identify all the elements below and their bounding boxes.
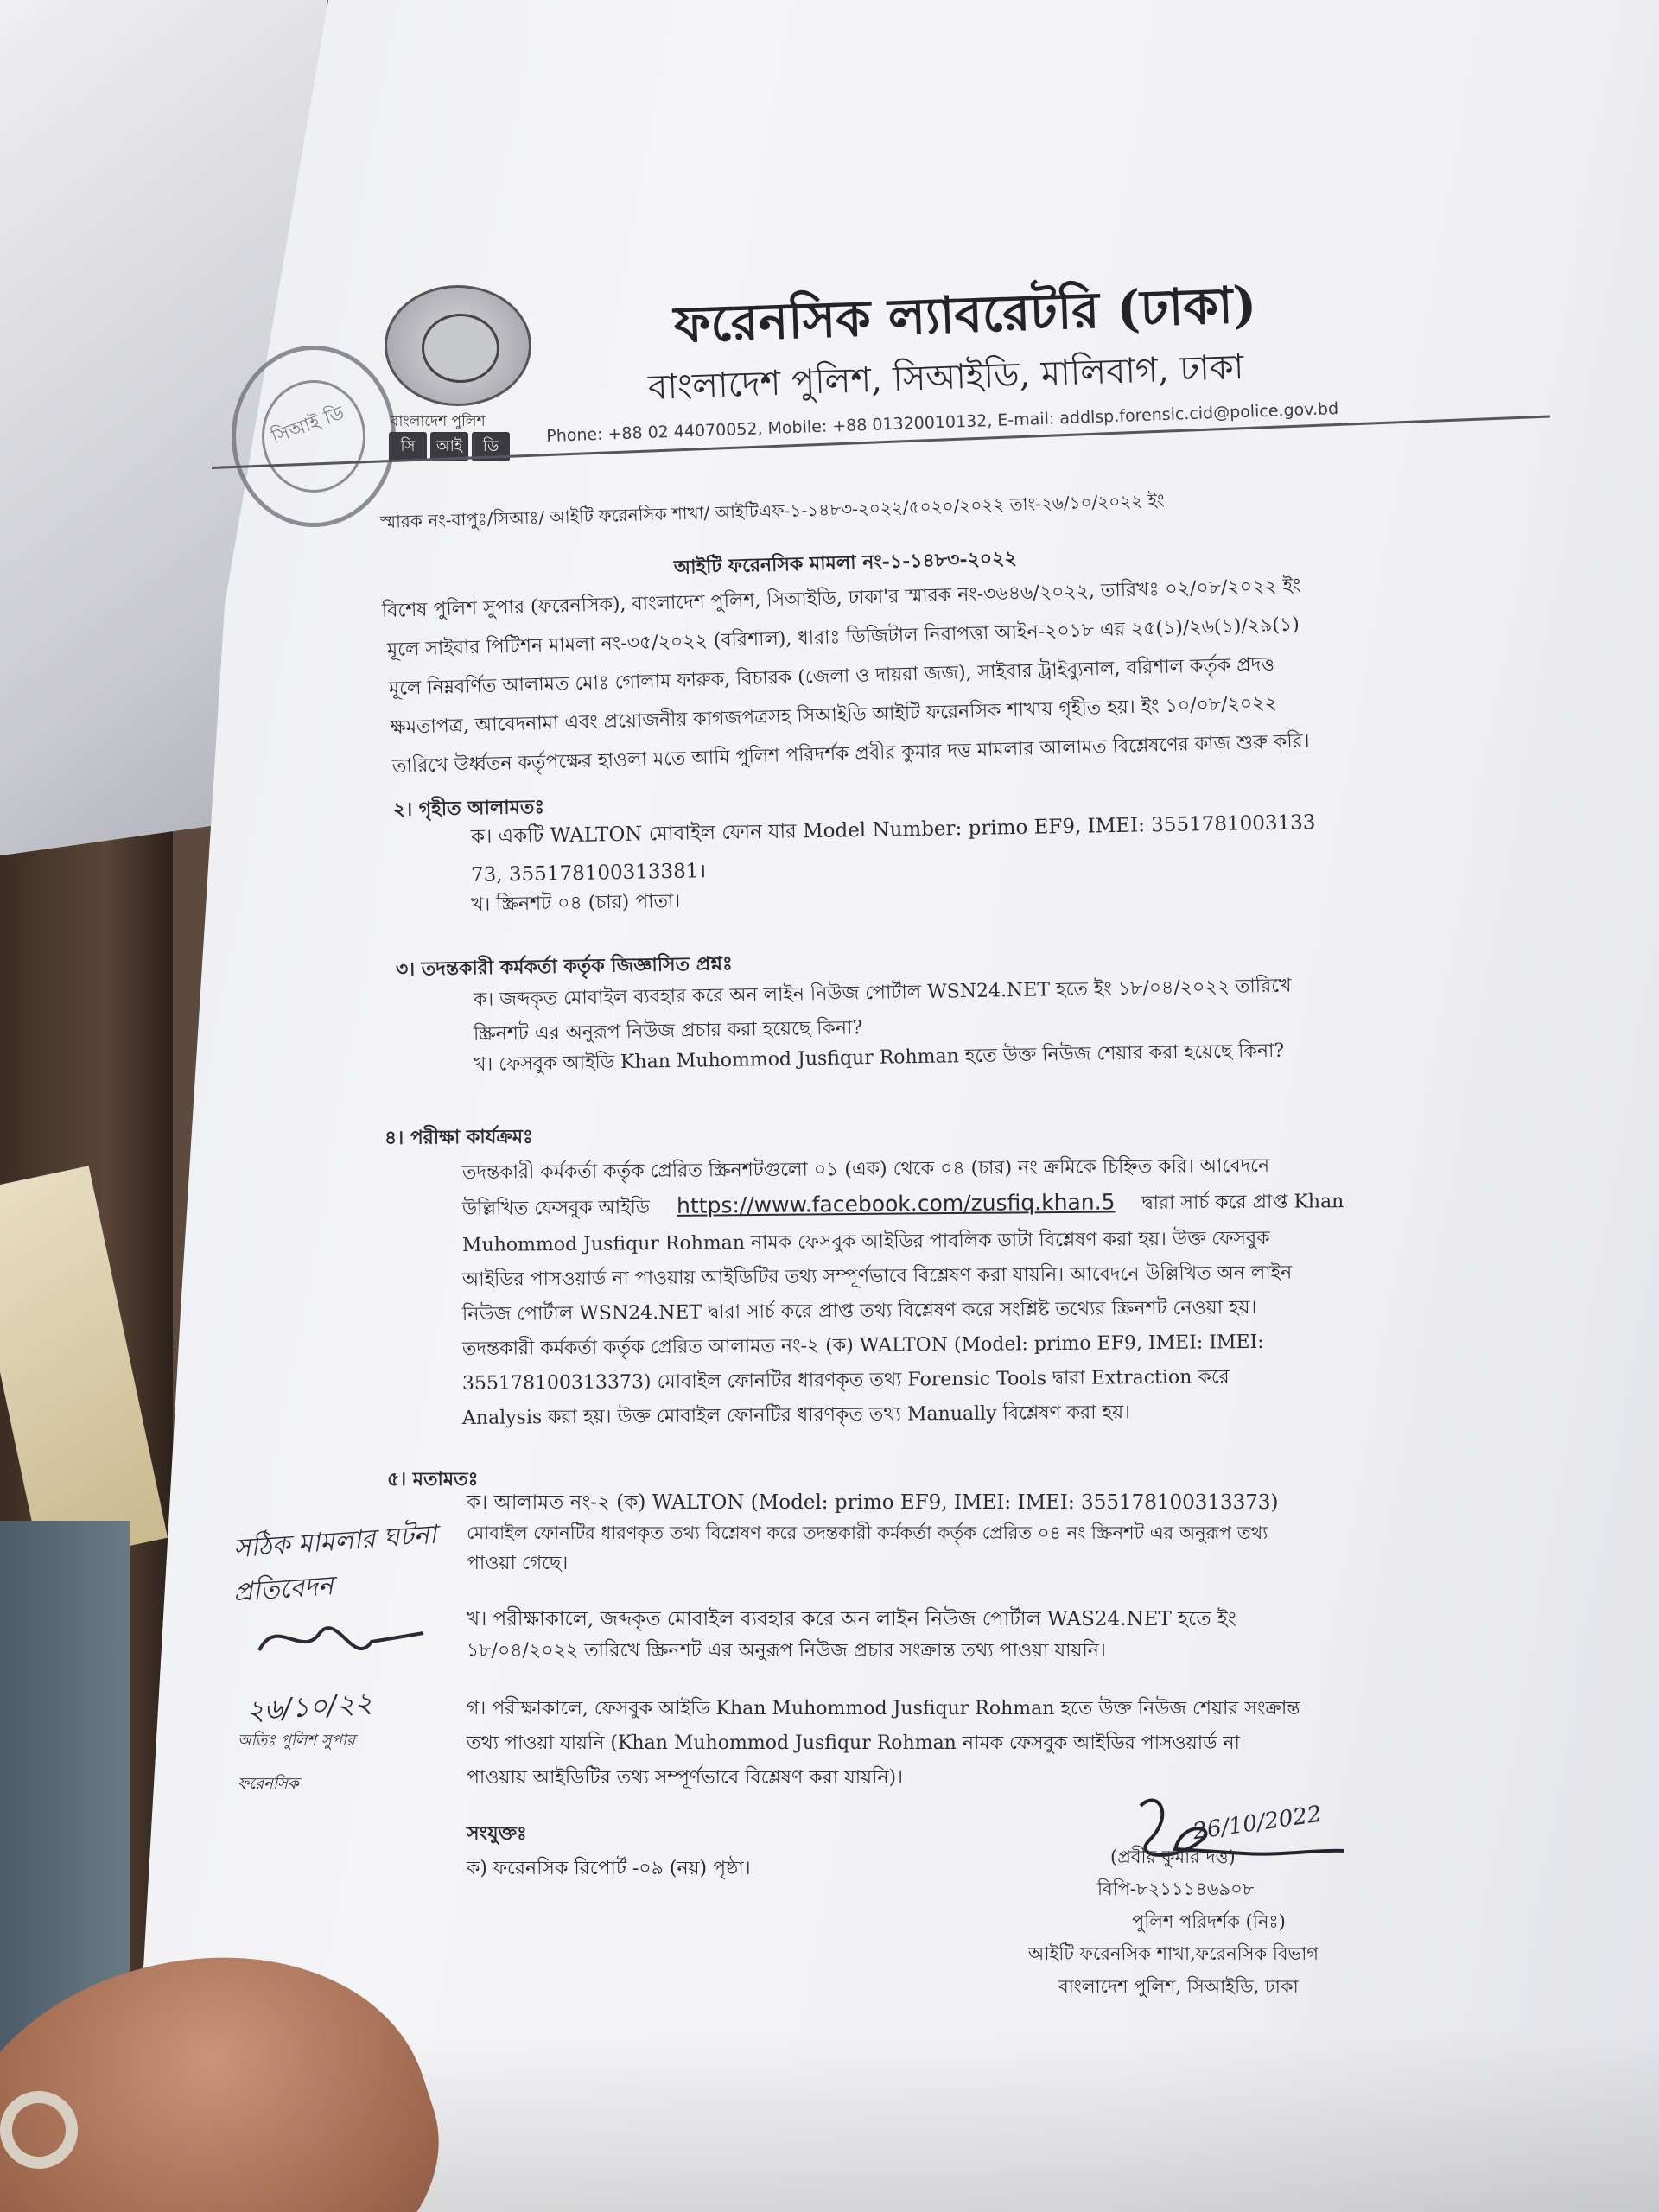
enclosure-heading: সংযুক্তঃ [467, 1822, 527, 1845]
opinion-line: ক। আলামত নং-২ (ক) WALTON (Model: primo EF9, IMEI: IMEI: 355178100313373) [467, 1491, 1279, 1514]
exam-line: তদন্তকারী কর্মকর্তা কর্তৃক প্রেরিত স্ক্রিনশটগুলো ০১ (এক) থেকে ০৪ (চার) নং ক্রমিকে চিহ্নিত করি। আবেদনে [461, 1154, 1270, 1184]
intro-line: মূলে সাইবার পিটিশন মামলা নং-৩৫/২০২২ (বরিশাল), ধারাঃ ডিজিটাল নিরাপত্তা আইন-২০১৮ এর ২৫(১)/২৬(১)/২৯(১) [386, 613, 1300, 661]
handwritten-note: সঠিক মামলার ঘটনা [232, 1519, 438, 1565]
cid-letter: আই [430, 432, 468, 461]
exam-line: Muhommod Jusfiqur Rohman নামক ফেসবুক আইডির পাবলিক ডাটা বিশ্লেষণ করা হয়। উক্ত ফেসবুক [461, 1227, 1270, 1256]
handwritten-title: অতিঃ পুলিশ সুপার [238, 1732, 355, 1750]
stamp-text: সিআই ডি [269, 402, 347, 449]
round-seal-stamp [232, 346, 396, 527]
exam-line: নিউজ পোর্টাল WSN24.NET দ্বারা সার্চ করে প্রাপ্ত তথ্য বিশ্লেষণ করে সংশ্লিষ্ট তথ্যের স্ক্রিনশট নেওয়া হয়। [461, 1296, 1257, 1325]
enclosure-item: ক) ফরেনসিক রিপোর্ট -০৯ (নয়) পৃষ্ঠা। [467, 1858, 751, 1879]
memo-reference: স্মারক নং-বাপুঃ/সিআঃ/ আইটি ফরেনসিক শাখা/ আইটিএফ-১-১৪৮৩-২০২২/৫০২০/২০২২ তাং-২৬/১০/২০২২ ইং [379, 489, 1165, 532]
facebook-link[interactable]: https://www.facebook.com/zusfiq.khan.5 [676, 1189, 1116, 1218]
intro-line: মূলে নিম্নবর্ণিত আলামত মোঃ গোলাম ফারুক, বিচারক (জেলা ও দায়রা জজ), সাইবার ট্রাইব্যুনাল, বরিশাল কর্তৃক প্রদত্ত [388, 653, 1275, 700]
officer-unit: আইটি ফরেনসিক শাখা,ফরেনসিক বিভাগ [1028, 1943, 1319, 1964]
police-emblem-logo [385, 285, 531, 406]
question-item: স্ক্রিনশট এর অনুরূপ নিউজ প্রচার করা হয়েছে কিনা? [473, 1017, 863, 1046]
section-3-heading: ৩। তদন্তকারী কর্মকর্তা কর্তৃক জিজ্ঞাসিত প্রশ্নঃ [395, 952, 733, 981]
opinion-line: ১৮/০৪/২০২২ তারিখে স্ক্রিনশট এর অনুরূপ নিউজ প্রচার সংক্রান্ত তথ্য পাওয়া যায়নি। [467, 1640, 1106, 1662]
exam-line: 355178100313373) মোবাইল ফোনটির ধারণকৃত তথ্য Forensic Tools দ্বারা Extraction করে [461, 1366, 1230, 1395]
intro-line: ক্ষমতাপত্র, আবেদনামা এবং প্রয়োজনীয় কাগজপত্রসহ সিআইডি আইটি ফরেনসিক শাখায় গৃহীত হয়। ইং ১০/০৮/২০২২ [390, 692, 1278, 739]
handwritten-date: ২৬/১০/২২ [245, 1685, 374, 1728]
signature-date: 26/10/2022 [1191, 1801, 1324, 1846]
opinion-line: তথ্য পাওয়া যায়নি (Khan Muhommod Jusfiqur Rohman নামক ফেসবুক আইডির পাসওয়ার্ড না [467, 1732, 1240, 1754]
exam-line: আইডির পাসওয়ার্ড না পাওয়ায় আইডিটির তথ্য সম্পূর্ণভাবে বিশ্লেষণ করা যায়নি। আবেদনে উল্লিখিত অন লাইন [461, 1262, 1293, 1291]
opinion-line: পাওয়ায় আইডিটির তথ্য সম্পূর্ণভাবে বিশ্লেষণ করা যায়নি)। [467, 1767, 903, 1789]
opinion-line: গ। পরীক্ষাকালে, ফেসবুক আইডি Khan Muhommod Jusfiqur Rohman হতে উক্ত নিউজ শেয়ার সংক্রান্ত [467, 1698, 1300, 1719]
seized-item: ক। একটি WALTON মোবাইল ফোন যার Model Number: primo EF9, IMEI: 3551781003133 [470, 810, 1316, 849]
emblem-label: বাংলাদেশ পুলিশ [391, 413, 486, 430]
exam-line [462, 1186, 1344, 1226]
seized-item: খ। স্ক্রিনশট ০৪ (চার) পাতা। [470, 890, 681, 916]
officer-org: বাংলাদেশ পুলিশ, সিআইডি, ঢাকা [1058, 1976, 1299, 1997]
contact-line: Phone: +88 02 44070052, Mobile: +88 01320010132, E-mail: addlsp.forensic.cid@police.gov.bd [545, 398, 1339, 447]
cid-letter: ডি [472, 432, 510, 461]
officer-rank: পুলিশ পরিদর্শক (নিঃ) [1132, 1911, 1286, 1932]
section-5-heading: ৫। মতামতঃ [387, 1468, 479, 1491]
handwritten-title: ফরেনসিক [238, 1775, 299, 1793]
intro-line: তারিখে উর্ধ্বতন কর্তৃপক্ষের হাওলা মতে আমি পুলিশ পরিদর্শক প্রবীর কুমার দত্ত মামলার আলামত বিশ্লেষণের কাজ শুরু করি। [391, 730, 1310, 778]
exam-text: উল্লিখিত ফেসবুক আইডি [461, 1197, 651, 1220]
cid-letter: সি [389, 432, 427, 461]
handwritten-note: প্রতিবেদন [232, 1571, 334, 1609]
exam-line: তদন্তকারী কর্মকর্তা কর্তৃক প্রেরিত আলামত নং-২ (ক) WALTON (Model: primo EF9, IMEI: IMEI: [461, 1331, 1264, 1360]
opinion-line: খ। পরীক্ষাকালে, জব্দকৃত মোবাইল ব্যবহার করে অন লাইন নিউজ পোর্টাল WAS24.NET হতে ইং [467, 1608, 1236, 1630]
exam-text: দ্বারা সার্চ করে প্রাপ্ত Khan [1141, 1191, 1344, 1215]
page-subtitle: বাংলাদেশ পুলিশ, সিআইডি, মালিবাগ, ঢাকা [647, 346, 1245, 409]
emblem-inner [422, 314, 499, 383]
section-2-heading: ২। গৃহীত আলামতঃ [392, 795, 545, 821]
handwritten-signature [242, 1607, 432, 1676]
officer-name: (প্রবীর কুমার দত্ত) [1110, 1847, 1236, 1867]
seized-item: 73, 355178100313381। [470, 860, 707, 887]
case-number: আইটি ফরেনসিক মামলা নং-১-১৪৮৩-২০২২ [673, 546, 1018, 579]
officer-bp-number: বিপি-৮২১১১৪৬৯০৮ [1097, 1878, 1255, 1899]
question-item: ক। জব্দকৃত মোবাইল ব্যবহার করে অন লাইন নিউজ পোর্টাল WSN24.NET হতে ইং ১৮/০৪/২০২২ তারিখে [473, 975, 1292, 1011]
section-4-heading: ৪। পরীক্ষা কার্যক্রমঃ [384, 1125, 533, 1149]
page-title: ফরেনসিক ল্যাবরেটরি (ঢাকা) [672, 275, 1258, 354]
exam-line: Analysis করা হয়। উক্ত মোবাইল ফোনটির ধারণকৃত তথ্য Manually বিশ্লেষণ করা হয়। [461, 1402, 1131, 1429]
question-item: খ। ফেসবুক আইডি Khan Muhommod Jusfiqur Rohman হতে উক্ত নিউজ শেয়ার করা হয়েছে কিনা? [473, 1039, 1285, 1076]
intro-line: বিশেষ পুলিশ সুপার (ফরেনসিক), বাংলাদেশ পুলিশ, সিআইডি, ঢাকা'র স্মারক নং-৩৬৪৬/২০২২, তারিখঃ ০২/০৮/২০২২ ইং [381, 575, 1301, 622]
opinion-line: পাওয়া গেছে। [467, 1553, 569, 1574]
opinion-line: মোবাইল ফোনটির ধারণকৃত তথ্য বিশ্লেষণ করে তদন্তকারী কর্মকর্তা কর্তৃক প্রেরিত ০৪ নং স্ক্রিনশট এর অনুরূপ তথ্য [467, 1522, 1268, 1543]
